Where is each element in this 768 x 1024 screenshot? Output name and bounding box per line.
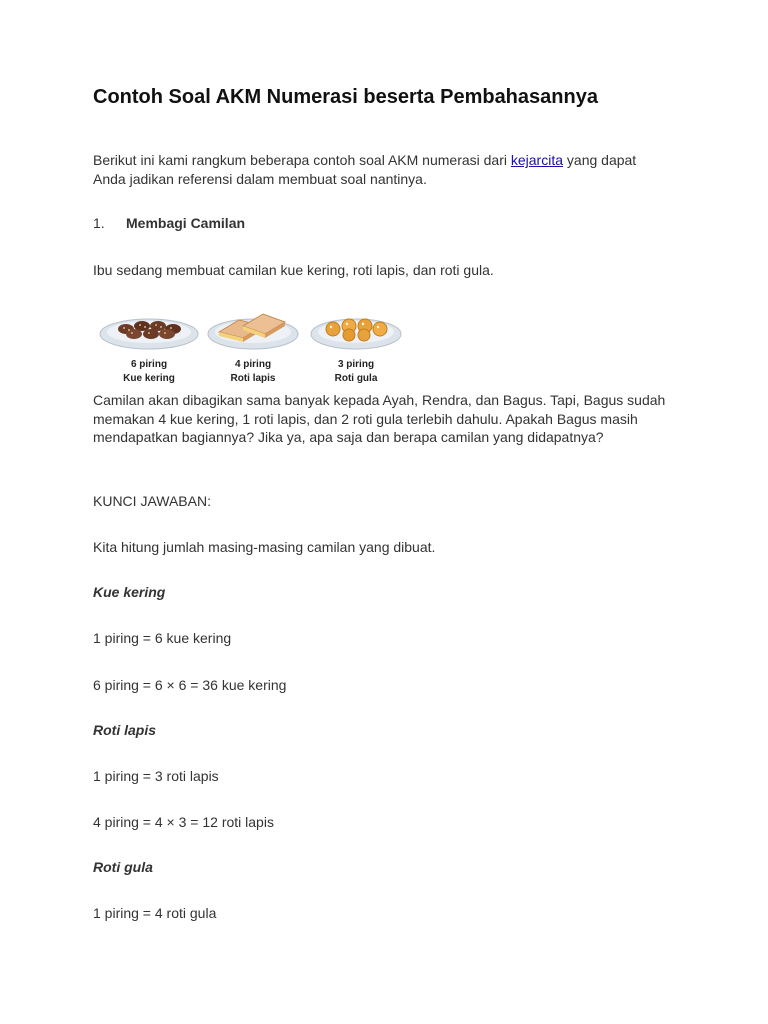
snack-illustration [93, 302, 413, 388]
question-paragraph: Camilan akan dibagikan sama banyak kepada Ayah, Rendra, dan Bagus. Tapi, Bagus sudah memakan 4 kue kering, 1 roti lapis, dan 2 roti gula terlebih dahulu. Apakah Bagus masih mendapatkan bagiannya? Jika ya, apa saja dan berapa camilan yang didapatnya? [93, 392, 666, 445]
roti-lapis-line-1: 1 piring = 3 roti lapis [93, 768, 219, 784]
question-intro: Ibu sedang membuat camilan kue kering, roti lapis, dan roti gula. [93, 262, 494, 278]
intro-paragraph [93, 151, 668, 188]
intro-text-start: Berikut ini kami rangkum beberapa contoh soal AKM numerasi dari [93, 152, 511, 168]
kue-kering-line-1: 1 piring = 6 kue kering [93, 630, 232, 646]
kue-kering-plate-icon [100, 319, 198, 349]
roti-lapis-name: Roti lapis [230, 373, 276, 384]
section-title: Membagi Camilan [126, 215, 246, 231]
kue-kering-heading: Kue kering [93, 584, 166, 600]
roti-gula-line-1: 1 piring = 4 roti gula [93, 905, 217, 921]
roti-gula-count: 3 piring [337, 359, 375, 370]
article-title: Contoh Soal AKM Numerasi beserta Pembahasannya [93, 86, 598, 108]
roti-lapis-count: 4 piring [234, 359, 272, 370]
roti-gula-plate-icon [311, 319, 401, 349]
intro-text-end: yang dapat Anda jadikan referensi dalam membuat soal nantinya. [93, 152, 637, 187]
kue-kering-line-2: 6 piring = 6 × 6 = 36 kue kering [93, 677, 287, 693]
answer-key-label: KUNCI JAWABAN: [93, 493, 211, 509]
roti-lapis-plate-icon [208, 314, 298, 349]
roti-gula-name: Roti gula [334, 373, 378, 384]
roti-lapis-line-2: 4 piring = 4 × 3 = 12 roti lapis [93, 814, 274, 830]
kue-kering-name: Kue kering [123, 373, 175, 384]
kue-kering-count: 6 piring [130, 359, 168, 370]
roti-lapis-heading: Roti lapis [93, 722, 157, 738]
answer-intro: Kita hitung jumlah masing-masing camilan yang dibuat. [93, 539, 436, 555]
section-number: 1. [93, 215, 105, 231]
roti-gula-heading: Roti gula [93, 859, 153, 875]
kejarcita-link[interactable]: kejarcita [510, 152, 564, 168]
